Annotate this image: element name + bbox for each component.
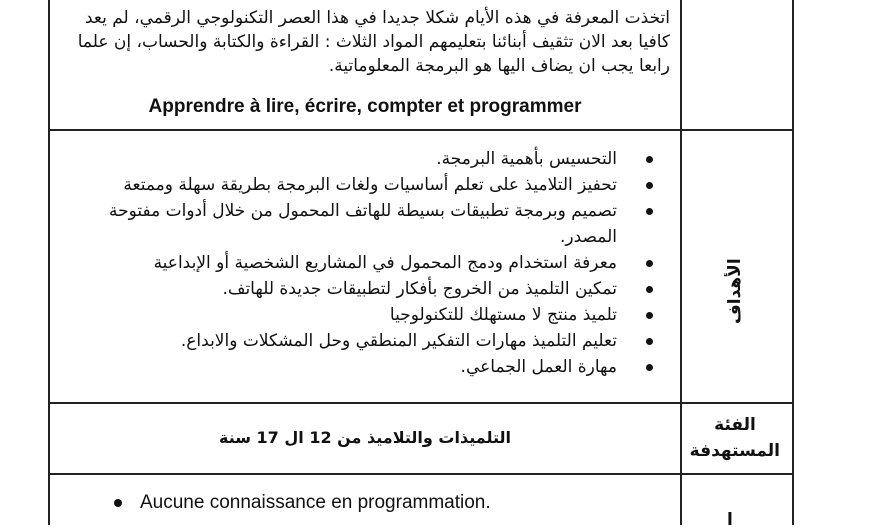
objective-item: معرفة استخدام ودمج المحمول في المشاريع الشخصية أو الإبداعية — [100, 250, 665, 276]
table-border-left — [48, 0, 50, 525]
prerequisites-label-partial: ا — [727, 510, 733, 530]
row-divider-intro — [48, 129, 793, 131]
objective-item: تصميم وبرمجة تطبيقات بسيطة للهاتف المحمول من خلال أدوات مفتوحة المصدر. — [100, 198, 665, 250]
bullet-icon — [646, 312, 653, 319]
objectives-list — [100, 146, 665, 380]
table-column-divider — [680, 0, 682, 525]
bullet-icon — [646, 156, 653, 163]
bullet-icon — [646, 364, 653, 371]
intro-paragraph — [60, 6, 670, 78]
objective-item: التحسيس بأهمية البرمجة. — [100, 146, 665, 172]
bullet-icon — [114, 499, 122, 507]
objectives-label: الأهداف — [725, 258, 745, 324]
intro-line: اتخذت المعرفة في هذه الأيام شكلا جديدا في هذا العصر التكنولوجي الرقمي، لم يعد — [84, 8, 670, 28]
objective-item: تلميذ منتج لا مستهلك للتكنولوجيا — [100, 302, 665, 328]
target-group-text: التلميذات والتلاميذ من 12 ال 17 سنة — [218, 428, 512, 447]
target-label: الفئة المستهدفة — [689, 415, 780, 461]
table-border-right — [792, 0, 794, 525]
prerequisite-item: Aucune connaissance en programmation. — [112, 490, 491, 516]
bullet-icon — [646, 338, 653, 345]
objective-item: تمكين التلميذ من الخروج بأفكار لتطبيقات جديدة للهاتف. — [100, 276, 665, 302]
objective-item: تحفيز التلاميذ على تعلم أساسيات ولغات البرمجة بطريقة سهلة وممتعة — [100, 172, 665, 198]
prerequisites-list — [112, 490, 491, 516]
objective-item: مهارة العمل الجماعي. — [100, 354, 665, 380]
intro-title-french: Apprendre à lire, écrire, compter et programmer — [148, 96, 582, 117]
intro-line: كافيا بعد الان تثقيف أبنائنا بتعليمهم المواد الثلاث : القراءة والكتابة والحساب، إن علما — [77, 32, 670, 52]
intro-line: رابعا يجب ان يضاف اليها هو البرمجة المعلوماتية. — [328, 56, 670, 76]
bullet-icon — [646, 208, 653, 215]
bullet-icon — [646, 286, 653, 293]
objective-item: تعليم التلميذ مهارات التفكير المنطقي وحل المشكلات والابداع. — [100, 328, 665, 354]
bullet-icon — [646, 182, 653, 189]
bullet-icon — [646, 260, 653, 267]
row-divider-objectives — [48, 402, 793, 404]
row-divider-target — [48, 473, 793, 475]
